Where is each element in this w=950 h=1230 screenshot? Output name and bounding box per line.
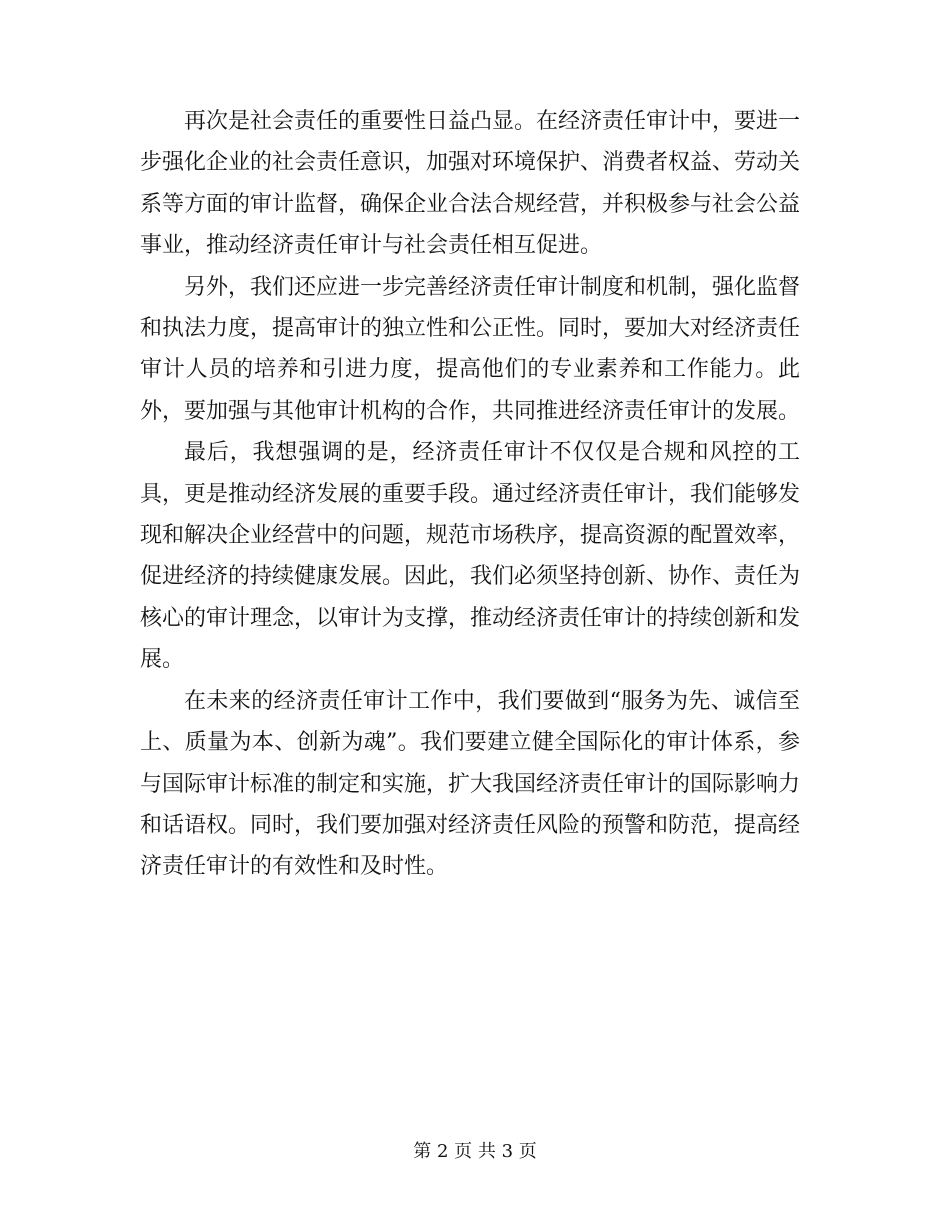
- document-body: [140, 101, 800, 888]
- paragraph-future-work: 在未来的经济责任审计工作中，我们要做到“服务为先、诚信至上、质量为本、创新为魂”。我们要建立健全国际化的审计体系，参与国际审计标准的制定和实施，扩大我国经济责任审计的国际影响力和话语权。同时，我们要加强对经济责任风险的预警和防范，提高经济责任审计的有效性和及时性。: [140, 688, 801, 880]
- page-number-footer: 第 2 页 共 3 页: [413, 1141, 537, 1162]
- paragraph-conclusion-emphasis: 最后，我想强调的是，经济责任审计不仅仅是合规和风控的工具，更是推动经济发展的重要手段。通过经济责任审计，我们能够发现和解决企业经营中的问题，规范市场秩序，提高资源的配置效率，促进经济的持续健康发展。因此，我们必须坚持创新、协作、责任为核心的审计理念，以审计为支撑，推动经济责任审计的持续创新和发展。: [140, 440, 801, 673]
- paragraph-audit-system-improvement: 另外，我们还应进一步完善经济责任审计制度和机制，强化监督和执法力度，提高审计的独立性和公正性。同时，要加大对经济责任审计人员的培养和引进力度，提高他们的专业素养和工作能力。此外，要加强与其他审计机构的合作，共同推进经济责任审计的发展。: [140, 274, 801, 424]
- paragraph-social-responsibility: 再次是社会责任的重要性日益凸显。在经济责任审计中，要进一步强化企业的社会责任意识，加强对环境保护、消费者权益、劳动关系等方面的审计监督，确保企业合法合规经营，并积极参与社会公益事业，推动经济责任审计与社会责任相互促进。: [140, 109, 801, 259]
